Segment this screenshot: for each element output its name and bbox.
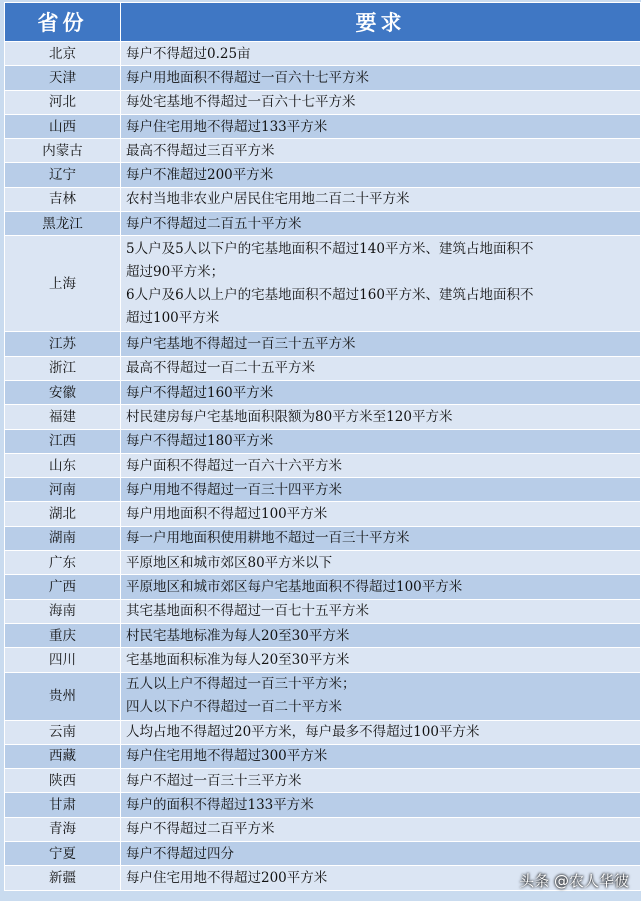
requirement-text: 每户用地不得超过一百三十四平方米 xyxy=(126,481,342,498)
requirement-cell xyxy=(121,842,641,866)
requirement-cell xyxy=(121,793,641,817)
requirement-cell xyxy=(121,817,641,841)
requirement-cell xyxy=(121,453,641,477)
province-cell: 江苏 xyxy=(5,332,121,356)
requirement-text: 每户住宅用地不得超过300平方米 xyxy=(126,748,328,765)
province-cell: 浙江 xyxy=(5,356,121,380)
requirement-text: 最高不得超过一百二十五平方米 xyxy=(126,360,315,377)
header-province: 省份 xyxy=(5,3,121,42)
requirement-text: 每户不得超过二百平方米 xyxy=(126,821,275,838)
province-cell: 山东 xyxy=(5,453,121,477)
requirement-text: 村民建房每户宅基地面积限额为80平方米至120平方米 xyxy=(126,408,453,425)
table-row xyxy=(5,744,641,768)
requirement-text: 村民宅基地标准为每人20至30平方米 xyxy=(126,627,350,644)
requirement-text: 5人户及5人以下户的宅基地面积不超过140平方米、建筑占地面积不 xyxy=(126,240,534,257)
table-row xyxy=(5,817,641,841)
land-standards-table xyxy=(4,2,641,891)
table-row xyxy=(5,623,641,647)
province-cell: 陕西 xyxy=(5,769,121,793)
table-body xyxy=(5,42,641,891)
requirement-text: 每户不准超过200平方米 xyxy=(126,167,274,184)
province-cell: 湖南 xyxy=(5,526,121,550)
requirement-text: 其宅基地面积不得超过一百七十五平方米 xyxy=(126,603,369,620)
requirement-cell xyxy=(121,575,641,599)
requirement-cell xyxy=(121,502,641,526)
table-row xyxy=(5,648,641,672)
requirement-cell xyxy=(121,769,641,793)
province-cell: 吉林 xyxy=(5,187,121,211)
province-cell: 宁夏 xyxy=(5,842,121,866)
requirement-cell xyxy=(121,212,641,236)
requirement-cell xyxy=(121,380,641,404)
province-cell: 重庆 xyxy=(5,623,121,647)
requirement-text: 每户用地面积不得超过一百六十七平方米 xyxy=(126,69,369,86)
table-row xyxy=(5,551,641,575)
table-row xyxy=(5,90,641,114)
province-cell: 河南 xyxy=(5,478,121,502)
table-row xyxy=(5,405,641,429)
requirement-text: 每户宅基地不得超过一百三十五平方米 xyxy=(126,336,356,353)
requirement-text: 农村当地非农业户居民住宅用地二百二十平方米 xyxy=(126,191,410,208)
requirement-cell xyxy=(121,405,641,429)
requirement-cell xyxy=(121,114,641,138)
requirement-cell xyxy=(121,623,641,647)
table-row xyxy=(5,187,641,211)
requirement-cell xyxy=(121,236,641,332)
table-row xyxy=(5,842,641,866)
province-cell: 辽宁 xyxy=(5,163,121,187)
requirement-text: 超过90平方米； xyxy=(126,263,225,280)
header-requirement: 要求 xyxy=(121,3,641,42)
table-row xyxy=(5,526,641,550)
watermark: 头条 @农人华彼 xyxy=(519,872,629,890)
requirement-text: 宅基地面积标准为每人20至30平方米 xyxy=(126,651,350,668)
table-row xyxy=(5,793,641,817)
province-cell: 安徽 xyxy=(5,380,121,404)
requirement-text: 每处宅基地不得超过一百六十七平方米 xyxy=(126,94,356,111)
requirement-text: 每户面积不得超过一百六十六平方米 xyxy=(126,457,342,474)
table-row xyxy=(5,139,641,163)
table-row xyxy=(5,575,641,599)
requirement-cell xyxy=(121,744,641,768)
requirement-cell xyxy=(121,66,641,90)
requirement-cell xyxy=(121,42,641,66)
province-cell: 广西 xyxy=(5,575,121,599)
table-row xyxy=(5,599,641,623)
requirement-text: 四人以下户不得超过一百二十平方米 xyxy=(126,699,342,716)
requirement-cell xyxy=(121,429,641,453)
province-cell: 黑龙江 xyxy=(5,212,121,236)
requirement-text: 每户不得超过二百五十平方米 xyxy=(126,215,302,232)
table-row xyxy=(5,453,641,477)
requirement-cell xyxy=(121,139,641,163)
requirement-text: 每户住宅用地不得超过200平方米 xyxy=(126,869,328,886)
province-cell: 云南 xyxy=(5,720,121,744)
requirement-text: 每户不超过一百三十三平方米 xyxy=(126,772,302,789)
province-cell: 贵州 xyxy=(5,672,121,720)
province-cell: 新疆 xyxy=(5,866,121,890)
province-cell: 西藏 xyxy=(5,744,121,768)
province-cell: 广东 xyxy=(5,551,121,575)
requirement-text: 人均占地不得超过20平方米，每户最多不得超过100平方米 xyxy=(126,724,480,741)
province-cell: 甘肃 xyxy=(5,793,121,817)
table-row xyxy=(5,720,641,744)
province-cell: 海南 xyxy=(5,599,121,623)
table-row xyxy=(5,42,641,66)
requirement-text: 每户的面积不得超过133平方米 xyxy=(126,797,314,814)
requirement-cell xyxy=(121,648,641,672)
requirement-cell xyxy=(121,163,641,187)
table-row xyxy=(5,212,641,236)
requirement-text: 每户住宅用地不得超过133平方米 xyxy=(126,118,328,135)
table-row xyxy=(5,429,641,453)
province-cell: 福建 xyxy=(5,405,121,429)
requirement-cell xyxy=(121,478,641,502)
table-row xyxy=(5,114,641,138)
requirement-text: 平原地区和城市郊区80平方米以下 xyxy=(126,554,333,571)
province-cell: 四川 xyxy=(5,648,121,672)
province-cell: 湖北 xyxy=(5,502,121,526)
requirement-text: 6人户及6人以上户的宅基地面积不超过160平方米、建筑占地面积不 xyxy=(126,286,534,303)
requirement-text: 每一户用地面积使用耕地不超过一百三十平方米 xyxy=(126,530,410,547)
requirement-cell xyxy=(121,672,641,720)
requirement-cell xyxy=(121,526,641,550)
requirement-text: 每户不得超过四分 xyxy=(126,845,234,862)
province-cell: 河北 xyxy=(5,90,121,114)
requirement-cell xyxy=(121,356,641,380)
requirement-cell xyxy=(121,720,641,744)
province-cell: 山西 xyxy=(5,114,121,138)
province-cell: 天津 xyxy=(5,66,121,90)
requirement-text: 每户不得超过0.25亩 xyxy=(126,45,251,62)
table-row xyxy=(5,380,641,404)
requirement-cell xyxy=(121,551,641,575)
requirement-cell xyxy=(121,187,641,211)
requirement-cell xyxy=(121,90,641,114)
requirement-text: 每户不得超过180平方米 xyxy=(126,433,274,450)
table-row xyxy=(5,236,641,332)
requirement-text: 五人以上户不得超过一百三十平方米； xyxy=(126,676,356,693)
province-cell: 北京 xyxy=(5,42,121,66)
table-row xyxy=(5,672,641,720)
table-row xyxy=(5,502,641,526)
province-cell: 江西 xyxy=(5,429,121,453)
requirement-text: 超过100平方米 xyxy=(126,309,220,326)
header-row xyxy=(5,3,641,42)
province-cell: 青海 xyxy=(5,817,121,841)
table-row xyxy=(5,356,641,380)
province-cell: 上海 xyxy=(5,236,121,332)
requirement-text: 最高不得超过三百平方米 xyxy=(126,142,275,159)
requirement-text: 每户用地面积不得超过100平方米 xyxy=(126,506,328,523)
table-row xyxy=(5,332,641,356)
table-row xyxy=(5,163,641,187)
requirement-cell xyxy=(121,599,641,623)
requirement-text: 每户不得超过160平方米 xyxy=(126,384,274,401)
province-cell: 内蒙古 xyxy=(5,139,121,163)
table-row xyxy=(5,478,641,502)
requirement-text: 平原地区和城市郊区每户宅基地面积不得超过100平方米 xyxy=(126,578,463,595)
table-row xyxy=(5,769,641,793)
table-row xyxy=(5,66,641,90)
requirement-cell xyxy=(121,332,641,356)
